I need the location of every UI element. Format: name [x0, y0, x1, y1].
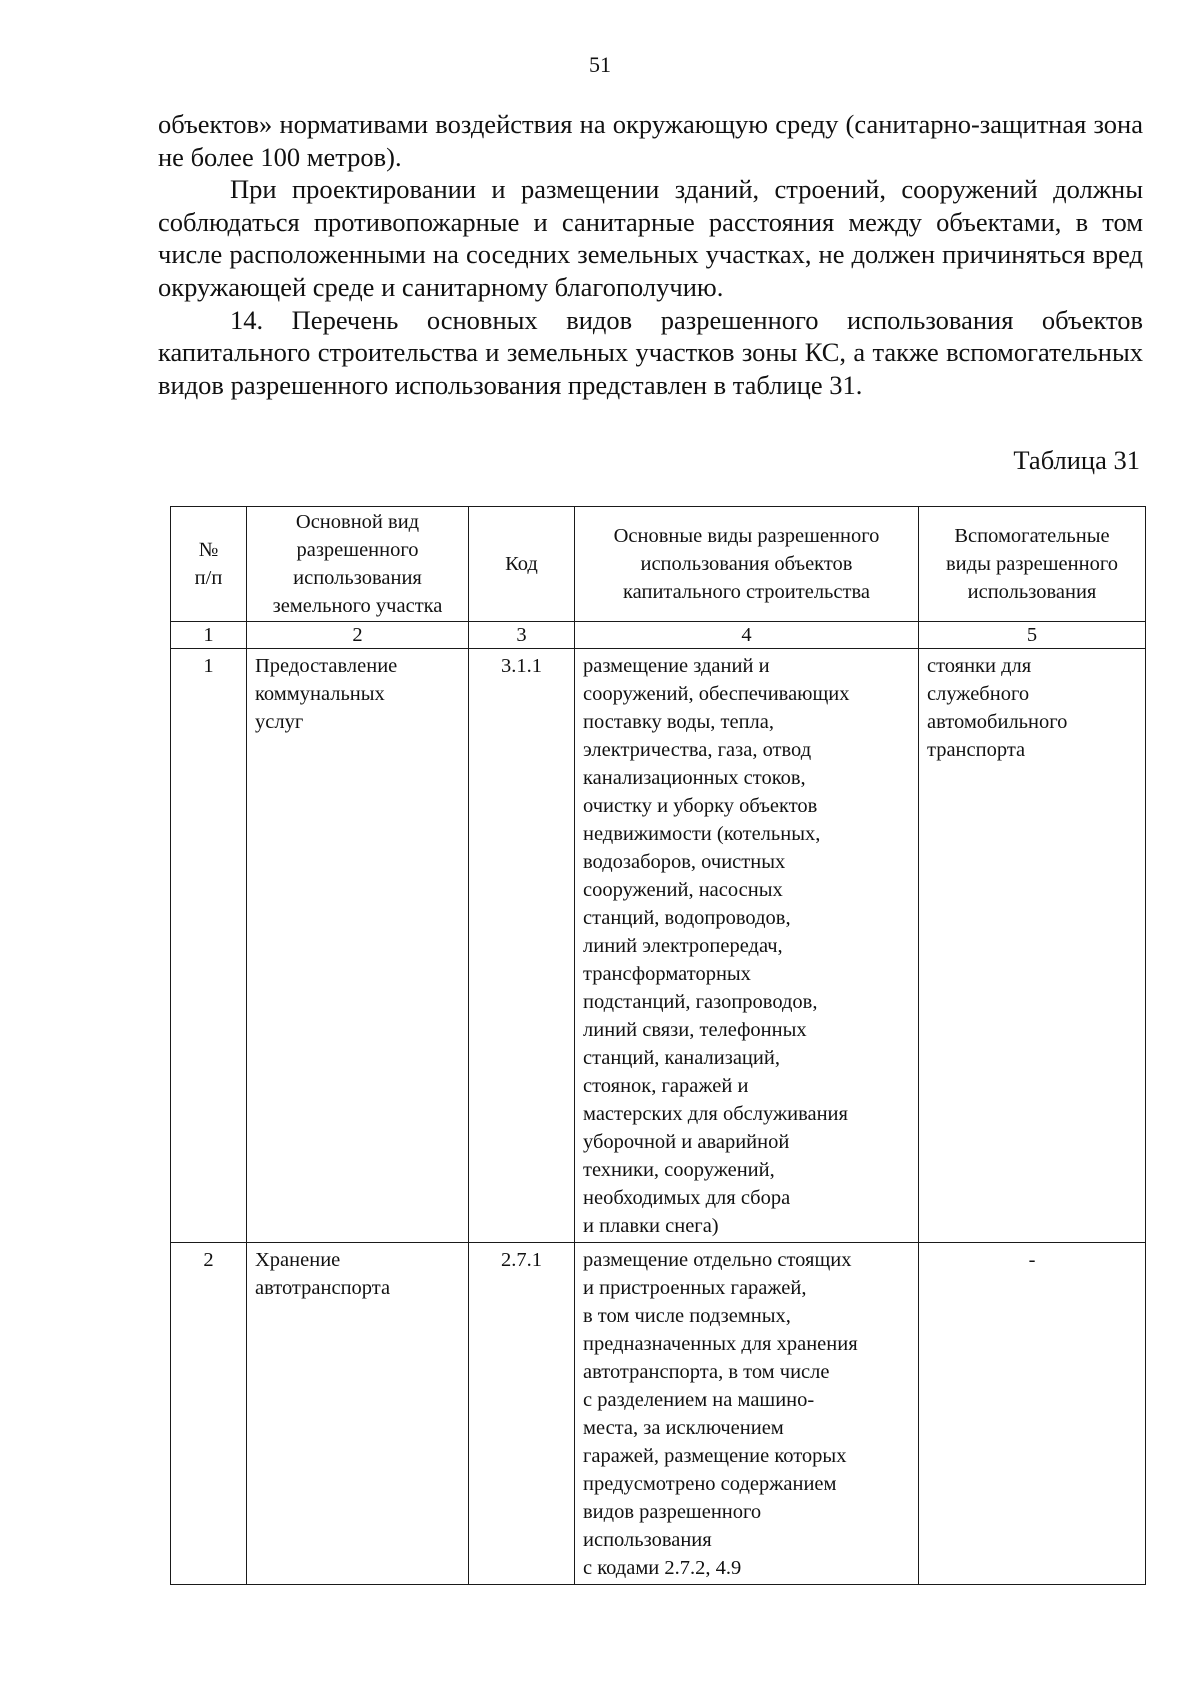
capital-kinds-cell-line: и пристроенных гаражей,	[583, 1277, 807, 1299]
capital-kinds-cell-line: мастерских для обслуживания	[583, 1103, 848, 1125]
capital-kinds-cell-line: сооружений, насосных	[583, 879, 783, 901]
paragraph-item-14: 14. Перечень основных видов разрешенного использования объектов капитального строительства и земельных участков зоны КС, а также вспомогательных видов разрешенного использования представлен в таблице 31.	[158, 304, 1143, 400]
capital-kinds-cell-line: подстанций, газопроводов,	[583, 991, 818, 1013]
table-caption: Таблица 31	[1013, 445, 1140, 475]
main-kind-cell-line: коммунальных	[255, 683, 385, 705]
main-kind-cell-line: Предоставление	[255, 655, 398, 677]
capital-kinds-cell-line: в том числе подземных,	[583, 1305, 791, 1327]
permitted-use-table	[170, 506, 1146, 1585]
capital-kinds-cell-line: использования	[583, 1529, 712, 1551]
capital-kinds-cell-line: и плавки снега)	[583, 1215, 719, 1237]
column-number: 4	[575, 622, 919, 649]
capital-kinds-cell-line: трансформаторных	[583, 963, 751, 985]
capital-kinds-cell-line: сооружений, обеспечивающих	[583, 683, 850, 705]
table-body	[171, 649, 1146, 1585]
header-main-kind: Основной вид разрешенного использования земельного участка	[247, 507, 469, 622]
capital-kinds-cell-line: линий связи, телефонных	[583, 1019, 807, 1041]
main-kind-cell-line: Хранение	[255, 1249, 341, 1271]
capital-kinds-cell-line: станций, канализаций,	[583, 1047, 780, 1069]
capital-kinds-cell-line: уборочной и аварийной	[583, 1131, 790, 1153]
row-number: 1	[171, 649, 247, 1243]
capital-kinds-cell-line: техники, сооружений,	[583, 1159, 775, 1181]
page-number: 51	[589, 52, 611, 77]
capital-kinds-cell-line: предназначенных для хранения	[583, 1333, 858, 1355]
table-row	[171, 649, 1146, 1243]
code-cell: 3.1.1	[469, 649, 575, 1243]
column-number: 3	[469, 622, 575, 649]
capital-kinds-cell-line: недвижимости (котельных,	[583, 823, 821, 845]
capital-kinds-cell-line: видов разрешенного	[583, 1501, 762, 1523]
header-code: Код	[469, 507, 575, 622]
main-kind-cell-line: услуг	[255, 711, 304, 733]
auxiliary-kinds-cell-line: стоянки для	[927, 655, 1032, 677]
capital-kinds-cell-line: канализационных стоков,	[583, 767, 806, 789]
table-header-row	[171, 507, 1146, 622]
capital-kinds-cell-line: размещение зданий и	[583, 655, 770, 677]
capital-kinds-cell-line: линий электропередач,	[583, 935, 783, 957]
auxiliary-kinds-cell-line: -	[1028, 1249, 1036, 1271]
paragraph-continuation: объектов» нормативами воздействия на окружающую среду (санитарно-защитная зона не более 100 метров).	[158, 109, 1143, 172]
main-kind-cell	[247, 1243, 469, 1585]
column-number: 1	[171, 622, 247, 649]
row-number: 2	[171, 1243, 247, 1585]
capital-kinds-cell-line: водозаборов, очистных	[583, 851, 786, 873]
auxiliary-kinds-cell-line: транспорта	[927, 739, 1026, 761]
capital-kinds-cell-line: предусмотрено содержанием	[583, 1473, 837, 1495]
capital-kinds-cell-line: автотранспорта, в том числе	[583, 1361, 830, 1383]
auxiliary-kinds-cell-line: служебного	[927, 683, 1030, 705]
capital-kinds-cell-line: станций, водопроводов,	[583, 907, 791, 929]
header-auxiliary-kinds: Вспомогательные виды разрешенного использования	[919, 507, 1146, 622]
capital-kinds-cell-line: с разделением на машино-	[583, 1389, 815, 1411]
capital-kinds-cell-line: гаражей, размещение которых	[583, 1445, 847, 1467]
column-number-row	[171, 622, 1146, 649]
main-kind-cell-line: автотранспорта	[255, 1277, 391, 1299]
capital-kinds-cell-line: необходимых для сбора	[583, 1187, 791, 1209]
paragraph-fire-sanitary-distances: При проектировании и размещении зданий, строений, сооружений должны соблюдаться противопожарные и санитарные расстояния между объектами, в том числе расположенными на соседних земельных участках, не должен причиняться вред окружающей среде и санитарному благополучию.	[158, 174, 1143, 302]
header-capital-kinds: Основные виды разрешенного использования объектов капитального строительства	[575, 507, 919, 622]
capital-kinds-cell-line: очистку и уборку объектов	[583, 795, 818, 817]
capital-kinds-cell-line: электричества, газа, отвод	[583, 739, 812, 761]
code-cell: 2.7.1	[469, 1243, 575, 1585]
auxiliary-kinds-cell	[919, 1243, 1146, 1585]
capital-kinds-cell-line: поставку воды, тепла,	[583, 711, 774, 733]
main-kind-cell	[247, 649, 469, 1243]
capital-kinds-cell-line: размещение отдельно стоящих	[583, 1249, 852, 1271]
body-text	[158, 108, 1143, 401]
capital-kinds-cell	[575, 649, 919, 1243]
capital-kinds-cell	[575, 1243, 919, 1585]
column-number: 2	[247, 622, 469, 649]
capital-kinds-cell-line: с кодами 2.7.2, 4.9	[583, 1557, 742, 1579]
capital-kinds-cell-line: стоянок, гаражей и	[583, 1075, 749, 1097]
header-number: № п/п	[171, 507, 247, 622]
auxiliary-kinds-cell-line: автомобильного	[927, 711, 1068, 733]
auxiliary-kinds-cell	[919, 649, 1146, 1243]
table-row	[171, 1243, 1146, 1585]
capital-kinds-cell-line: места, за исключением	[583, 1417, 784, 1439]
column-number: 5	[919, 622, 1146, 649]
